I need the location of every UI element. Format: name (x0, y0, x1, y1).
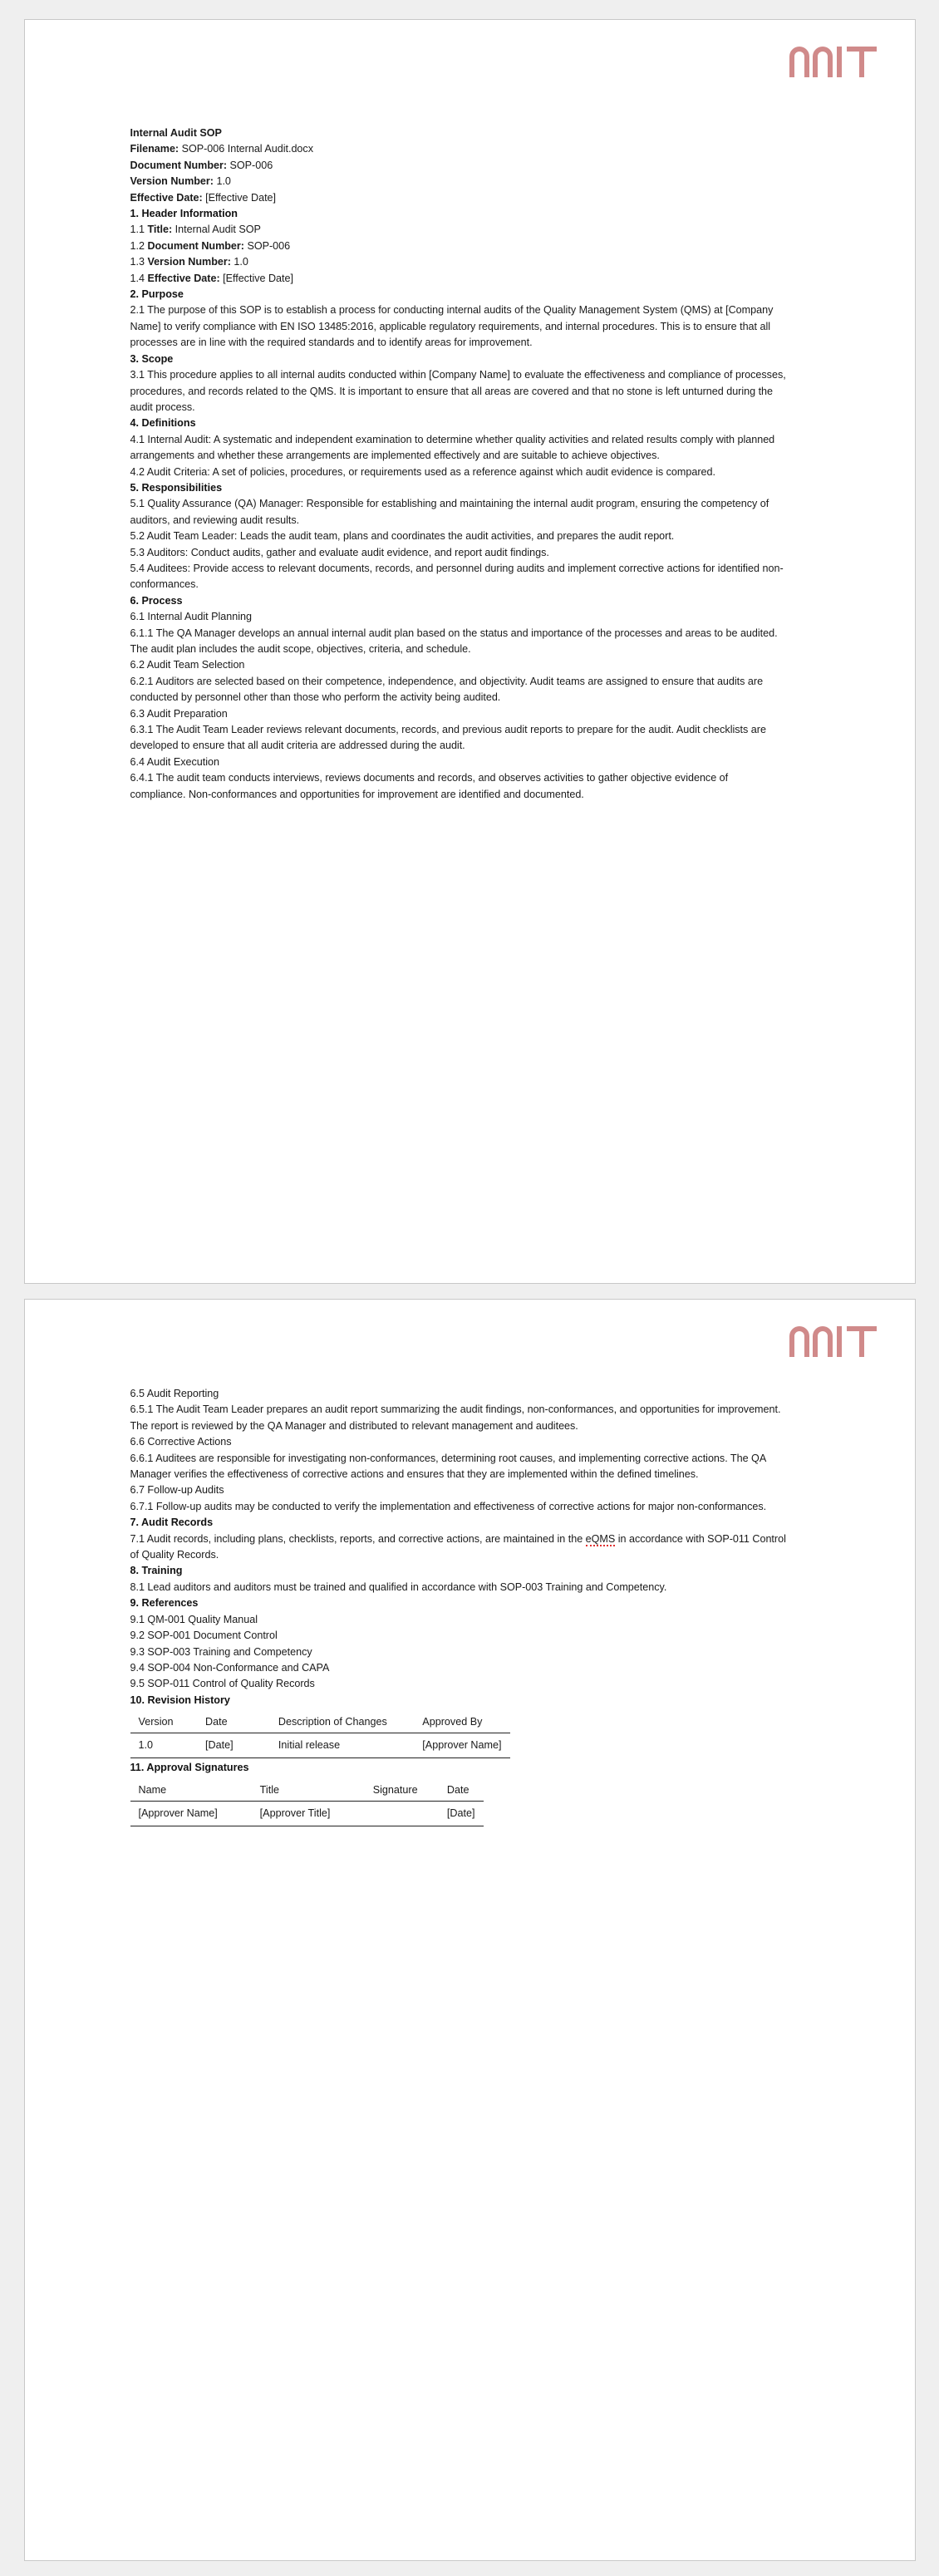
section-5-paragraph-2: 5.2 Audit Team Leader: Leads the audit team, plans and coordinates the audit activities, and prepares the audit report. (130, 530, 675, 543)
table-header-row (130, 1712, 510, 1733)
reference-item-4: 9.4 SOP-004 Non-Conformance and CAPA (130, 1661, 330, 1674)
section-4-paragraph-2: 4.2 Audit Criteria: A set of policies, procedures, or requirements used as a reference against which audit evidence is compared. (130, 465, 715, 478)
section-4-paragraph-1: 4.1 Internal Audit: A systematic and independent examination to determine whether quality activities and related results comply with planned arrangements and whether these arrangements are implemented effectively and are suitable to achieve objectives. (130, 433, 775, 462)
section-1-item-1 (130, 222, 787, 238)
nnit-logo-icon (789, 1325, 878, 1358)
section-1-item-3-num: 1.3 (130, 256, 145, 268)
section-heading-7: 7. Audit Records (130, 1517, 214, 1529)
section-heading-9: 9. References (130, 1597, 199, 1610)
cell-signature (365, 1801, 439, 1826)
section-1-item-2 (130, 238, 787, 254)
section-heading-11: 11. Approval Signatures (130, 1762, 249, 1774)
meta-filename (130, 141, 787, 157)
section-heading-8: 8. Training (130, 1565, 183, 1577)
section-7-text-after: in accordance with SOP-011 Control of Quality Records. (130, 1532, 786, 1561)
section-5-paragraph-4: 5.4 Auditees: Provide access to relevant documents, records, and personnel during audits and implement corrective actions for identified non-conformances. (130, 562, 784, 591)
document-page-1 (24, 19, 916, 1284)
section-1-item-3-value: 1.0 (234, 256, 248, 268)
section-6-sub-6-4: 6.4 Audit Execution (130, 755, 219, 768)
section-1-item-3-label: Version Number: (147, 256, 231, 268)
nnit-logo-icon (789, 45, 878, 78)
section-heading-3: 3. Scope (130, 352, 174, 365)
meta-version-number-value: 1.0 (216, 175, 231, 188)
section-1-item-4-num: 1.4 (130, 272, 145, 284)
column-header-description: Description of Changes (270, 1712, 414, 1733)
meta-effective-date-value: [Effective Date] (205, 191, 277, 204)
section-1-item-4 (130, 271, 787, 287)
doc-title: Internal Audit SOP (130, 127, 222, 139)
section-5-paragraph-1: 5.1 Quality Assurance (QA) Manager: Responsible for establishing and maintaining the internal audit program, ensuring the competency of auditors, and reviewing audit results. (130, 498, 769, 526)
section-6-paragraph-6-2-1: 6.2.1 Auditors are selected based on their competence, independence, and objectivity. Audit teams are assigned to ensure that audits are conducted by personnel other than those who perform the activity being audited. (130, 675, 764, 704)
section-6-sub-6-2: 6.2 Audit Team Selection (130, 659, 245, 671)
meta-filename-label: Filename: (130, 143, 179, 155)
section-8-paragraph-1: 8.1 Lead auditors and auditors must be trained and qualified in accordance with SOP-003 Training and Competency. (130, 1581, 667, 1593)
section-heading-2: 2. Purpose (130, 288, 184, 301)
section-1-item-2-num: 1.2 (130, 239, 145, 252)
reference-item-1: 9.1 QM-001 Quality Manual (130, 1613, 258, 1625)
cell-approval-date: [Date] (439, 1801, 484, 1826)
column-header-version: Version (130, 1712, 198, 1733)
section-heading-4: 4. Definitions (130, 417, 196, 430)
section-6-sub-6-7: 6.7 Follow-up Audits (130, 1484, 224, 1497)
section-1-item-1-value: Internal Audit SOP (175, 224, 261, 236)
reference-item-2: 9.2 SOP-001 Document Control (130, 1630, 278, 1642)
section-6-sub-6-6: 6.6 Corrective Actions (130, 1436, 232, 1448)
column-header-date: Date (439, 1780, 484, 1802)
nnit-logo-page-2 (789, 1325, 878, 1358)
column-header-signature: Signature (365, 1780, 439, 1802)
section-1-item-2-value: SOP-006 (247, 239, 291, 252)
section-2-paragraph-1: 2.1 The purpose of this SOP is to establish a process for conducting internal audits of the Quality Management System (QMS) at [Company Name] to verify compliance with EN ISO 13485:2016, applicable regulatory requirements, and internal procedures. This is to ensure that all processes are in line with the required standards and to identify areas for improvement. (130, 304, 774, 349)
cell-description: Initial release (270, 1733, 414, 1758)
meta-document-number-value: SOP-006 (229, 159, 273, 171)
section-1-item-1-num: 1.1 (130, 224, 145, 236)
cell-approved-by: [Approver Name] (414, 1733, 509, 1758)
page-1-content (130, 125, 787, 803)
meta-document-number-label: Document Number: (130, 159, 228, 171)
meta-version-number-label: Version Number: (130, 175, 214, 188)
section-1-item-4-value: [Effective Date] (223, 272, 293, 284)
section-heading-1: 1. Header Information (130, 208, 238, 220)
revision-history-table (130, 1712, 510, 1758)
section-6-sub-6-1: 6.1 Internal Audit Planning (130, 611, 252, 623)
meta-version-number (130, 174, 787, 189)
section-1-item-2-label: Document Number: (147, 239, 244, 252)
section-heading-10: 10. Revision History (130, 1694, 230, 1706)
section-6-paragraph-6-6-1: 6.6.1 Auditees are responsible for investigating non-conformances, determining root causes, and implementing corrective actions. The QA Manager verifies the effectiveness of corrective actions and ensures that they are implemented within the defined timelines. (130, 1452, 766, 1481)
section-6-sub-6-3: 6.3 Audit Preparation (130, 707, 228, 720)
column-header-approved-by: Approved By (414, 1712, 509, 1733)
misspelled-word: eQMS (585, 1532, 616, 1545)
section-heading-5: 5. Responsibilities (130, 481, 223, 494)
meta-effective-date (130, 190, 787, 206)
page-2-content (130, 1386, 787, 1828)
cell-date: [Date] (197, 1733, 270, 1758)
table-row (130, 1733, 510, 1758)
section-6-paragraph-6-4-1: 6.4.1 The audit team conducts interviews, reviews documents and records, and observes activities to gather objective evidence of compliance. Non-conformances and opportunities for improvement are identified and documented. (130, 772, 729, 800)
section-1-item-1-label: Title: (147, 224, 173, 236)
section-7-paragraph-1 (130, 1531, 787, 1564)
cell-version: 1.0 (130, 1733, 198, 1758)
document-page-2 (24, 1299, 916, 2561)
table-header-row (130, 1780, 484, 1802)
section-1-item-4-label: Effective Date: (147, 272, 220, 284)
column-header-date: Date (197, 1712, 270, 1733)
section-6-paragraph-6-5-1: 6.5.1 The Audit Team Leader prepares an audit report summarizing the audit findings, non-conformances, and opportunities for improvement. The report is reviewed by the QA Manager and distributed to relevant management and auditees. (130, 1404, 781, 1432)
approval-signatures-table (130, 1780, 484, 1826)
section-6-paragraph-6-1-1: 6.1.1 The QA Manager develops an annual internal audit plan based on the status and importance of the processes and areas to be audited. The audit plan includes the audit scope, objectives, criteria, and schedule. (130, 627, 778, 655)
section-7-text-before: 7.1 Audit records, including plans, checklists, reports, and corrective actions, are maintained in the (130, 1532, 586, 1545)
table-row (130, 1801, 484, 1826)
cell-approver-title: [Approver Title] (252, 1801, 365, 1826)
cell-approver-name: [Approver Name] (130, 1801, 252, 1826)
nnit-logo (789, 45, 878, 78)
section-6-paragraph-6-7-1: 6.7.1 Follow-up audits may be conducted to verify the implementation and effectiveness of corrective actions for major non-conformances. (130, 1500, 767, 1512)
section-5-paragraph-3: 5.3 Auditors: Conduct audits, gather and evaluate audit evidence, and report audit findings. (130, 546, 549, 558)
section-6-sub-6-5: 6.5 Audit Reporting (130, 1388, 219, 1399)
section-6-paragraph-6-3-1: 6.3.1 The Audit Team Leader reviews relevant documents, records, and previous audit reports to prepare for the audit. Audit checklists are developed to ensure that all audit criteria are addressed during the audit. (130, 724, 766, 752)
section-1-item-3 (130, 254, 787, 270)
reference-item-5: 9.5 SOP-011 Control of Quality Records (130, 1678, 315, 1690)
column-header-name: Name (130, 1780, 252, 1802)
section-3-paragraph-1: 3.1 This procedure applies to all internal audits conducted within [Company Name] to evaluate the effectiveness and compliance of processes, procedures, and records related to the QMS. It is important to ensure that all areas are covered and that no stone is left unturned during the audit process. (130, 369, 786, 413)
column-header-title: Title (252, 1780, 365, 1802)
meta-effective-date-label: Effective Date: (130, 191, 203, 204)
section-heading-6: 6. Process (130, 594, 183, 607)
meta-filename-value: SOP-006 Internal Audit.docx (181, 143, 313, 155)
reference-item-3: 9.3 SOP-003 Training and Competency (130, 1645, 312, 1658)
meta-document-number (130, 158, 787, 174)
